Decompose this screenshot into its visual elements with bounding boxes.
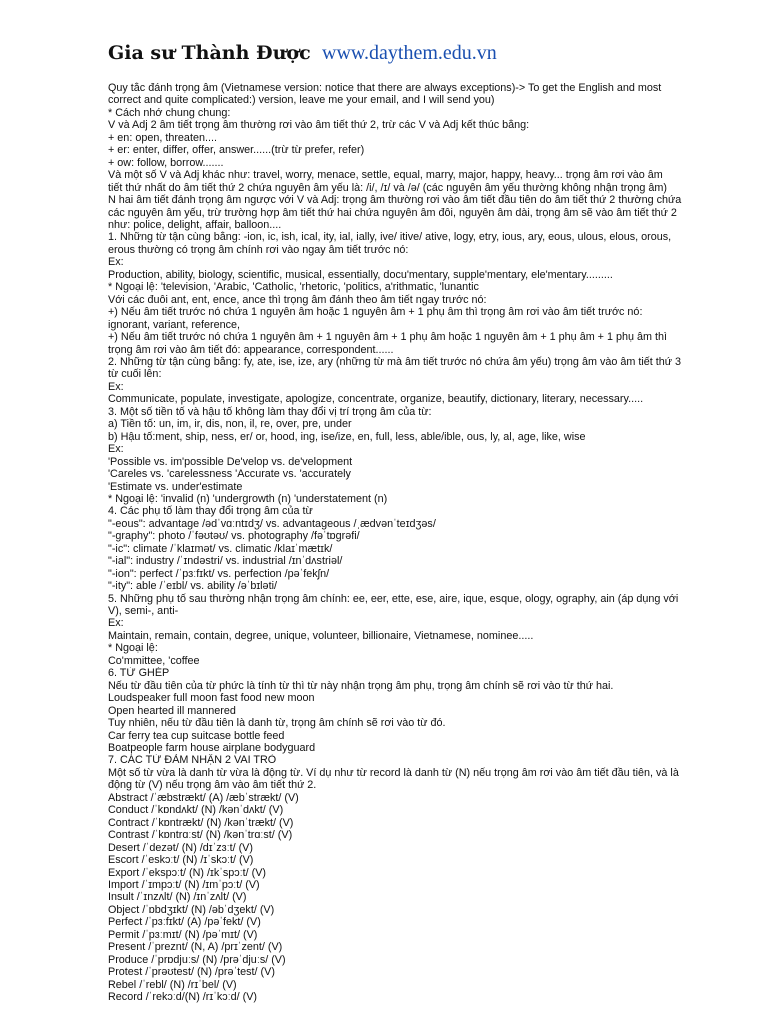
text-line: Conduct /ˈkɒndʌkt/ (N) /kənˈdʌkt/ (V)	[108, 804, 284, 817]
text-line: N hai âm tiết đánh trọng âm ngược với V và Adj: trọng âm thường rơi vào âm tiết đầu tiên do âm tiết thứ 2 thường chứa	[108, 194, 682, 207]
text-line: "-eous": advantage /ədˈvɑːntɪdʒ/ vs. advantageous /ˌædvənˈteɪdʒəs/	[108, 517, 436, 530]
text-line: Abstract /ˈæbstrækt/ (A) /æbˈstrækt/ (V)	[108, 791, 299, 804]
text-line: Escort /ˈeskɔːt/ (N) /ɪˈskɔːt/ (V)	[108, 854, 254, 867]
text-line: * Ngoại lệ: 'television, 'Arabic, 'Catholic, 'rhetoric, 'politics, a'rithmatic, 'lunantic	[108, 281, 479, 294]
text-line: Contract /ˈkɒntrækt/ (N) /kənˈtrækt/ (V)	[108, 816, 294, 829]
text-line: động từ (V) nếu trọng âm vào âm tiết thứ 2.	[108, 779, 317, 792]
text-line: "-ic": climate /ˈklaɪmət/ vs. climatic /klaɪˈmætɪk/	[108, 542, 333, 555]
text-line: "-ity": able /ˈeɪbl/ vs. ability /əˈbɪləti/	[108, 580, 277, 593]
text-line: Export /ˈekspɔːt/ (N) /ɪkˈspɔːt/ (V)	[108, 866, 267, 879]
text-line: Communicate, populate, investigate, apologize, concentrate, organize, beautify, dictionary, literary, necessary.....	[108, 393, 644, 406]
text-line: * Ngoại lệ: 'invalid (n) 'undergrowth (n) 'understatement (n)	[108, 492, 388, 505]
text-line: Object /ˈɒbdʒɪkt/ (N) /əbˈdʒekt/ (V)	[108, 903, 275, 916]
text-line: correct and quite complicated:) version, leave me your email, and I will send you)	[108, 94, 495, 107]
text-line: Import /ˈɪmpɔːt/ (N) /ɪmˈpɔːt/ (V)	[108, 879, 260, 891]
text-line: 5. Những phụ tố sau thường nhận trọng âm chính: ee, eer, ette, ese, aire, ique, esque, ology, ography, ain (áp dụng với	[108, 592, 679, 605]
text-line: 3. Một số tiền tố và hậu tố không làm thay đổi vị trí trọng âm của từ:	[108, 405, 432, 418]
text-line: Present /ˈpreznt/ (N, A) /prɪˈzent/ (V)	[108, 941, 283, 954]
website-link[interactable]: www.daythem.edu.vn	[322, 42, 497, 64]
text-line: Với các đuôi ant, ent, ence, ance thì trọng âm đánh theo âm tiết ngay trước nó:	[108, 293, 487, 306]
text-line: 1. Những từ tận cùng bằng: -ion, ic, ish, ical, ity, ial, ially, ive/ itive/ ative, logy, etry, ious, ary, eous, ulous, elous, orous,	[108, 231, 672, 244]
text-line: "-ial": industry /ˈɪndəstri/ vs. industrial /ɪnˈdʌstriəl/	[108, 555, 343, 568]
text-line: Permit /ˈpɜːmɪt/ (N) /pəˈmɪt/ (V)	[108, 928, 258, 941]
text-line: các nguyên âm yếu, trừ trường hợp âm tiết thứ hai chứa nguyên âm đôi, nguyên âm dài, trọng âm sẽ vào âm tiết thứ 2	[108, 206, 677, 219]
text-line: Production, ability, biology, scientific, musical, essentially, docu'mentary, supple'mentary, ele'mentary.........	[108, 268, 613, 281]
text-line: Produce /ˈprɒdjuːs/ (N) /prəˈdjuːs/ (V)	[108, 953, 286, 966]
text-line: V), semi-, anti-	[108, 605, 179, 618]
text-line: V và Adj 2 âm tiết trọng âm thường rơi vào âm tiết thứ 2, trừ các V và Adj kết thúc bằng:	[108, 119, 530, 132]
text-line: Boatpeople farm house airplane bodyguard	[108, 742, 316, 755]
text-line: Record /ˈrekɔːd/(N) /rɪˈkɔːd/ (V)	[108, 991, 258, 1004]
text-line: 6. TỪ GHÉP	[108, 667, 170, 680]
text-line: Rebel /ˈrebl/ (N) /rɪˈbel/ (V)	[108, 978, 237, 991]
text-line: a) Tiền tố: un, im, ir, dis, non, il, re, over, pre, under	[108, 418, 352, 431]
text-line: Và một số V và Adj khác như: travel, worry, menace, settle, equal, marry, major, happy, heavy... trọng âm rơi vào âm	[108, 169, 663, 182]
text-line: ignorant, variant, reference,	[108, 318, 241, 331]
text-line: Desert /ˈdezət/ (N) /dɪˈzɜːt/ (V)	[108, 841, 253, 854]
text-line: Protest /ˈprəʊtest/ (N) /prəˈtest/ (V)	[108, 966, 275, 979]
text-line: trọng âm rơi vào âm tiết đó: appearance, correspondent......	[108, 343, 394, 356]
text-line: 'Estimate vs. under'estimate	[108, 480, 243, 493]
text-line: Một số từ vừa là danh từ vừa là động từ. Ví dụ như từ record là danh từ (N) nếu trọng âm rơi vào âm tiết đầu tiên, và là	[108, 766, 679, 779]
text-line: Maintain, remain, contain, degree, unique, volunteer, billionaire, Vietnamese, nominee.....	[108, 629, 534, 642]
text-line: * Ngoại lệ:	[108, 642, 158, 655]
text-line: Open hearted ill mannered	[108, 704, 236, 717]
text-line: Insult /ˈɪnzʌlt/ (N) /ɪnˈzʌlt/ (V)	[108, 891, 247, 904]
text-line: 4. Các phụ tố làm thay đổi trọng âm của từ	[108, 505, 313, 518]
text-line: erous thường có trọng âm chính rơi vào ngay âm tiết trước nó:	[108, 243, 409, 256]
text-line: Contrast /ˈkɒntrɑːst/ (N) /kənˈtrɑːst/ (V)	[108, 829, 293, 842]
text-line: "-ion": perfect /ˈpɜːfɪkt/ vs. perfection /pəˈfekʃn/	[108, 567, 330, 580]
text-line: + ow: follow, borrow.......	[108, 156, 224, 169]
text-line: +) Nếu âm tiết trước nó chứa 1 nguyên âm + 1 nguyên âm + 1 phụ âm hoặc 1 nguyên âm + 1 phụ âm + 1 phụ âm thì	[108, 331, 668, 344]
document-body	[108, 82, 694, 1004]
text-line: + en: open, threaten....	[108, 131, 217, 144]
text-line: * Cách nhớ chung chung:	[108, 106, 231, 119]
text-line: b) Hậu tố:ment, ship, ness, er/ or, hood, ing, ise/ize, en, full, less, able/ible, ous, ly, al, age, like, wise	[108, 430, 586, 443]
text-line: Ex:	[108, 443, 124, 456]
text-line: từ cuối lên:	[108, 368, 162, 381]
text-line: Loudspeaker full moon fast food new moon	[108, 692, 315, 705]
text-line: Ex:	[108, 256, 124, 269]
text-line: Perfect /ˈpɜːfɪkt/ (A) /pəˈfekt/ (V)	[108, 916, 261, 929]
text-line: như: police, delight, affair, balloon....	[108, 218, 282, 231]
text-line: 2. Những từ tận cùng bằng: fy, ate, ise, ize, ary (những từ mà âm tiết trước nó chứa âm yếu) trọng âm vào âm tiết thứ 3	[108, 355, 681, 368]
text-line: Ex:	[108, 380, 124, 393]
text-line: Car ferry tea cup suitcase bottle feed	[108, 729, 285, 742]
text-line: 'Possible vs. im'possible De'velop vs. de'velopment	[108, 455, 353, 468]
page-header	[108, 42, 728, 72]
text-line: Nếu từ đầu tiên của từ phức là tính từ thì từ này nhận trọng âm phụ, trọng âm chính sẽ rơi vào từ thứ hai.	[108, 679, 614, 692]
text-line: tiết thứ nhất do âm tiết thứ 2 chứa nguyên âm yếu là: /i/, /ɪ/ và /ə/ (các nguyên âm yếu thường không nhận trọng âm)	[108, 181, 667, 194]
text-line: 7. CÁC TỪ ĐẢM NHẬN 2 VAI TRÒ	[108, 754, 277, 767]
text-line: Co'mmittee, 'coffee	[108, 654, 200, 667]
text-line: Ex:	[108, 617, 124, 630]
text-line: Tuy nhiên, nếu từ đầu tiên là danh từ, trọng âm chính sẽ rơi vào từ đó.	[108, 717, 446, 730]
text-line: +) Nếu âm tiết trước nó chứa 1 nguyên âm hoặc 1 nguyên âm + 1 phụ âm thì trọng âm rơi vào âm tiết trước nó:	[108, 306, 643, 319]
text-line: "-graphy": photo /ˈfəʊtəʊ/ vs. photography /fəˈtɒɡrəfi/	[108, 530, 360, 543]
text-line: 'Careles vs. 'carelessness 'Accurate vs. 'accurately	[108, 468, 351, 481]
text-line: Quy tắc đánh trọng âm (Vietnamese version: notice that there are always exceptions)-> To get the English and most	[108, 82, 662, 94]
brand-name: Gia sư Thành Được	[108, 42, 311, 64]
text-line: + er: enter, differ, offer, answer......(trừ từ prefer, refer)	[108, 144, 365, 157]
